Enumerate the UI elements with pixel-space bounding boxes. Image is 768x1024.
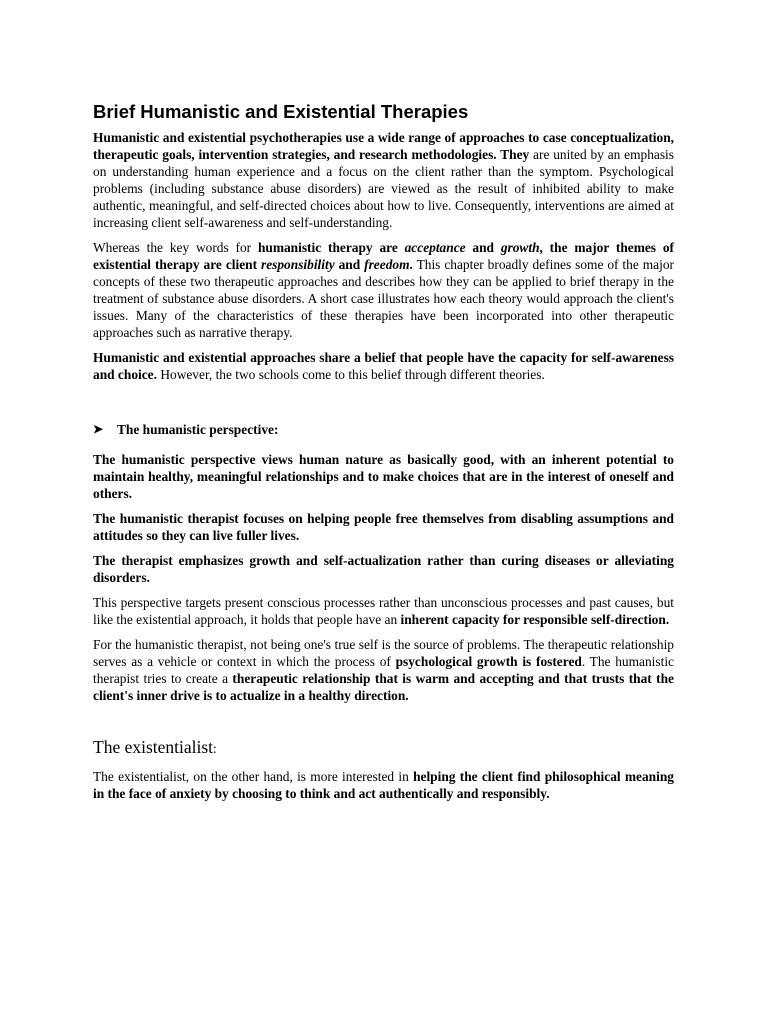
arrow-bullet-icon: ➤ xyxy=(93,422,104,436)
humanistic-p5-bold-d: therapeutic relationship that is warm and accepting and that trusts that the client's inner drive is to actualize in a healthy direction. xyxy=(93,671,674,703)
intro-p2-bold-b: humanistic therapy xyxy=(257,240,373,255)
intro-paragraph-3 xyxy=(93,349,674,383)
existential-heading-colon: : xyxy=(213,741,217,756)
intro-paragraph-1-bold: Humanistic and existential psychotherapies use a wide range of approaches to case conceptualization, therapeutic goals, intervention strategies, and research methodologies. They xyxy=(93,130,674,162)
existential-heading xyxy=(93,736,674,760)
intro-paragraph-2 xyxy=(93,239,674,341)
humanistic-paragraph-5 xyxy=(93,636,674,704)
document-title: Brief Humanistic and Existential Therapies xyxy=(93,101,469,122)
intro-p2-keyword-responsibility: responsibility xyxy=(261,257,335,272)
humanistic-paragraph-4-text: This perspective targets present conscious processes rather than unconscious processes and past causes, but like the existential approach, it holds that people have an xyxy=(93,595,674,627)
intro-p2-bold-c: are xyxy=(372,240,405,255)
section-spacer xyxy=(93,391,674,421)
humanistic-paragraph-3 xyxy=(93,552,674,586)
humanistic-paragraph-4-bold: inherent capacity for responsible self-direction. xyxy=(400,612,670,627)
humanistic-p5-text-a: For the humanistic therapist, not being one's true self is the source of problems. The therapeutic relationship serves as a vehicle or context in which the process of xyxy=(93,637,674,669)
intro-p2-text-a: Whereas the key words for xyxy=(93,240,258,255)
humanistic-heading xyxy=(93,421,674,438)
intro-p2-keyword-growth: growth xyxy=(500,240,540,255)
existential-paragraph-1-text: The existentialist, on the other hand, is more interested in xyxy=(93,769,414,784)
intro-paragraph-1-text: are united by an emphasis on understanding human experience and a focus on the client rather than the symptom. Psychological problems (including substance abuse disorders) are viewed as the result of inhibited ability to make authentic, meaningful, and self-directed choices about how to live. Consequently, interventions are aimed at increasing client self-awareness and self-understanding. xyxy=(93,147,674,230)
humanistic-paragraph-1-text: The humanistic perspective views human nature as basically good, with an inherent potential to maintain healthy, meaningful relationships and to make choices that are in the interest of oneself and others. xyxy=(93,452,674,501)
humanistic-paragraph-1 xyxy=(93,451,674,502)
intro-paragraph-3-text: However, the two schools come to this belief through different theories. xyxy=(156,367,545,382)
intro-p2-bold-k: . xyxy=(409,257,413,272)
humanistic-paragraph-2 xyxy=(93,510,674,544)
humanistic-heading-label: The humanistic perspective: xyxy=(117,422,279,437)
humanistic-p5-bold-b: psychological growth is fostered xyxy=(395,654,582,669)
intro-paragraph-3-bold: Humanistic and existential approaches share a belief that people have the capacity for self-awareness and choice. xyxy=(93,350,674,382)
humanistic-p5-text-c: . The humanistic therapist tries to create a xyxy=(93,654,674,686)
intro-p2-bold-i: and xyxy=(334,257,365,272)
humanistic-paragraph-4 xyxy=(93,594,674,628)
existential-paragraph-1-bold: helping the client find philosophical meaning in the face of anxiety by choosing to think and act authentically and responsibly. xyxy=(93,769,674,801)
document-page xyxy=(93,100,674,810)
intro-p2-text-rest: This chapter broadly defines some of the major concepts of these two therapeutic approaches and describes how they can be applied to brief therapy in the treatment of substance abuse disorders. A short case illustrates how each theory would approach the client's issues. Many of the characteristics of these therapies have been incorporated into other therapeutic approaches such as narrative therapy. xyxy=(93,257,674,340)
intro-p2-bold-g: , the major themes of existential therapy are client xyxy=(93,240,674,272)
intro-paragraph-1 xyxy=(93,129,674,231)
humanistic-paragraph-3-text: The therapist emphasizes growth and self-actualization rather than curing diseases or alleviating disorders. xyxy=(93,553,674,585)
humanistic-paragraph-2-text: The humanistic therapist focuses on helping people free themselves from disabling assumptions and attitudes so they can live fuller lives. xyxy=(93,511,674,543)
intro-p2-keyword-freedom: freedom xyxy=(364,257,410,272)
existential-heading-label: The existentialist xyxy=(93,737,214,757)
existential-paragraph-1 xyxy=(93,768,674,802)
intro-p2-keyword-acceptance: acceptance xyxy=(404,240,466,255)
intro-p2-bold-e: and xyxy=(465,240,501,255)
